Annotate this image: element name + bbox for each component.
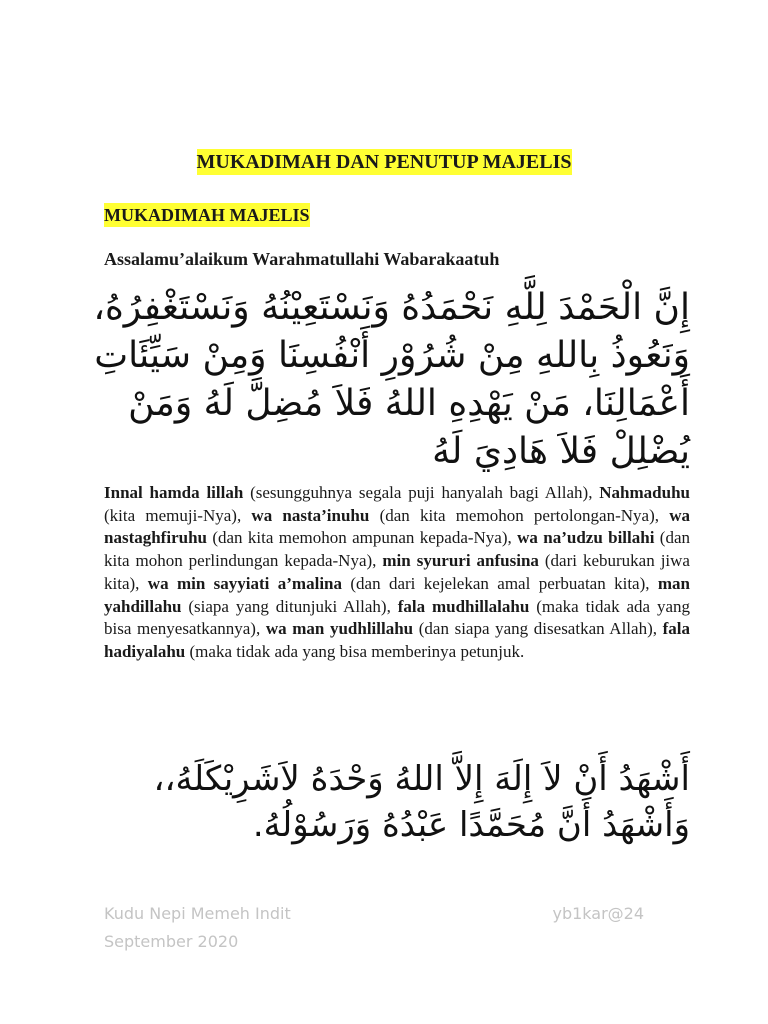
footer-title: Kudu Nepi Memeh Indit [104,904,291,923]
translation-term: fala mudhillalahu [397,596,530,616]
translation-gloss: (dan siapa yang disesatkan Allah), [413,619,663,639]
arabic-passage-opening: إِنَّ الْحَمْدَ لِلَّهِ نَحْمَدُهُ وَنَسْتَعِيْنُهُ وَنَسْتَغْفِرُهُ، وَنَعُوذُ بِاللهِ مِنْ شُرُوْرِ أَنْفُسِنَا وَمِنْ سَيِّئَاتِ أَعْمَالِنَا، مَنْ يَهْدِهِ اللهُ فَلاَ مُضِلَّ لَهُ وَمَنْ يُضْلِلْ فَلاَ هَادِيَ لَهُ [93,287,690,472]
translation-term: wa na’udzu billahi [517,528,655,548]
translation-term: fala hadiyalahu [104,619,690,661]
translation-term: wa nastaghfiruhu [104,505,690,548]
translation-gloss: (maka tidak ada yang bisa memberinya petunjuk. [185,641,525,661]
translation-gloss: (dan dari kejelekan amal perbuatan kita), [342,573,658,593]
translation-term: man yahdillahu [104,573,691,616]
section-title-highlight: MUKADIMAH MAJELIS [104,205,310,225]
translation-term: wa man yudhlillahu [265,619,414,639]
translation-term: Nahmaduhu [599,483,690,502]
translation-gloss: (dan kita mohon perlindungan kepada-Nya), [104,528,690,571]
main-title [0,150,768,174]
translation-term: wa min sayyiati a’malina [147,573,342,593]
translation-term: wa nasta’inuhu [251,505,370,525]
arabic-passage-shahada: أَشْهَدُ أَنْ لاَ إِلَهَ إِلاَّ اللهُ وَحْدَهُ لاَشَرِيْكَلَهُ،، وَأَشْهَدُ أَنَّ مُحَمَّدًا عَبْدُهُ وَرَسُوْلُهُ. [153,759,690,845]
translation-term: min syururi anfusina [382,551,539,571]
translation-gloss: (maka tidak ada yang bisa menyesatkannya), [104,596,690,639]
translation-gloss: (kita memuji-Nya), [104,505,252,525]
translation-term: Innal hamda lillah [104,483,244,502]
translation-gloss: (siapa yang ditunjuki Allah), [181,596,398,616]
section-title [104,204,310,226]
translation-gloss: (sesungguhnya segala puji hanyalah bagi Allah), [243,483,600,502]
translation-gloss: (dan kita memohon pertolongan-Nya), [369,505,670,525]
translation-paragraph [104,482,690,664]
main-title-highlight: MUKADIMAH DAN PENUTUP MAJELIS [196,151,572,173]
footer-date: September 2020 [104,932,239,951]
greeting: Assalamu’alaikum Warahmatullahi Wabarakaatuh [104,249,500,269]
footer-author: yb1kar@24 [552,904,644,923]
translation-gloss: (dan kita memohon ampunan kepada-Nya), [206,528,518,548]
translation-gloss: (dari keburukan jiwa kita), [104,551,690,593]
